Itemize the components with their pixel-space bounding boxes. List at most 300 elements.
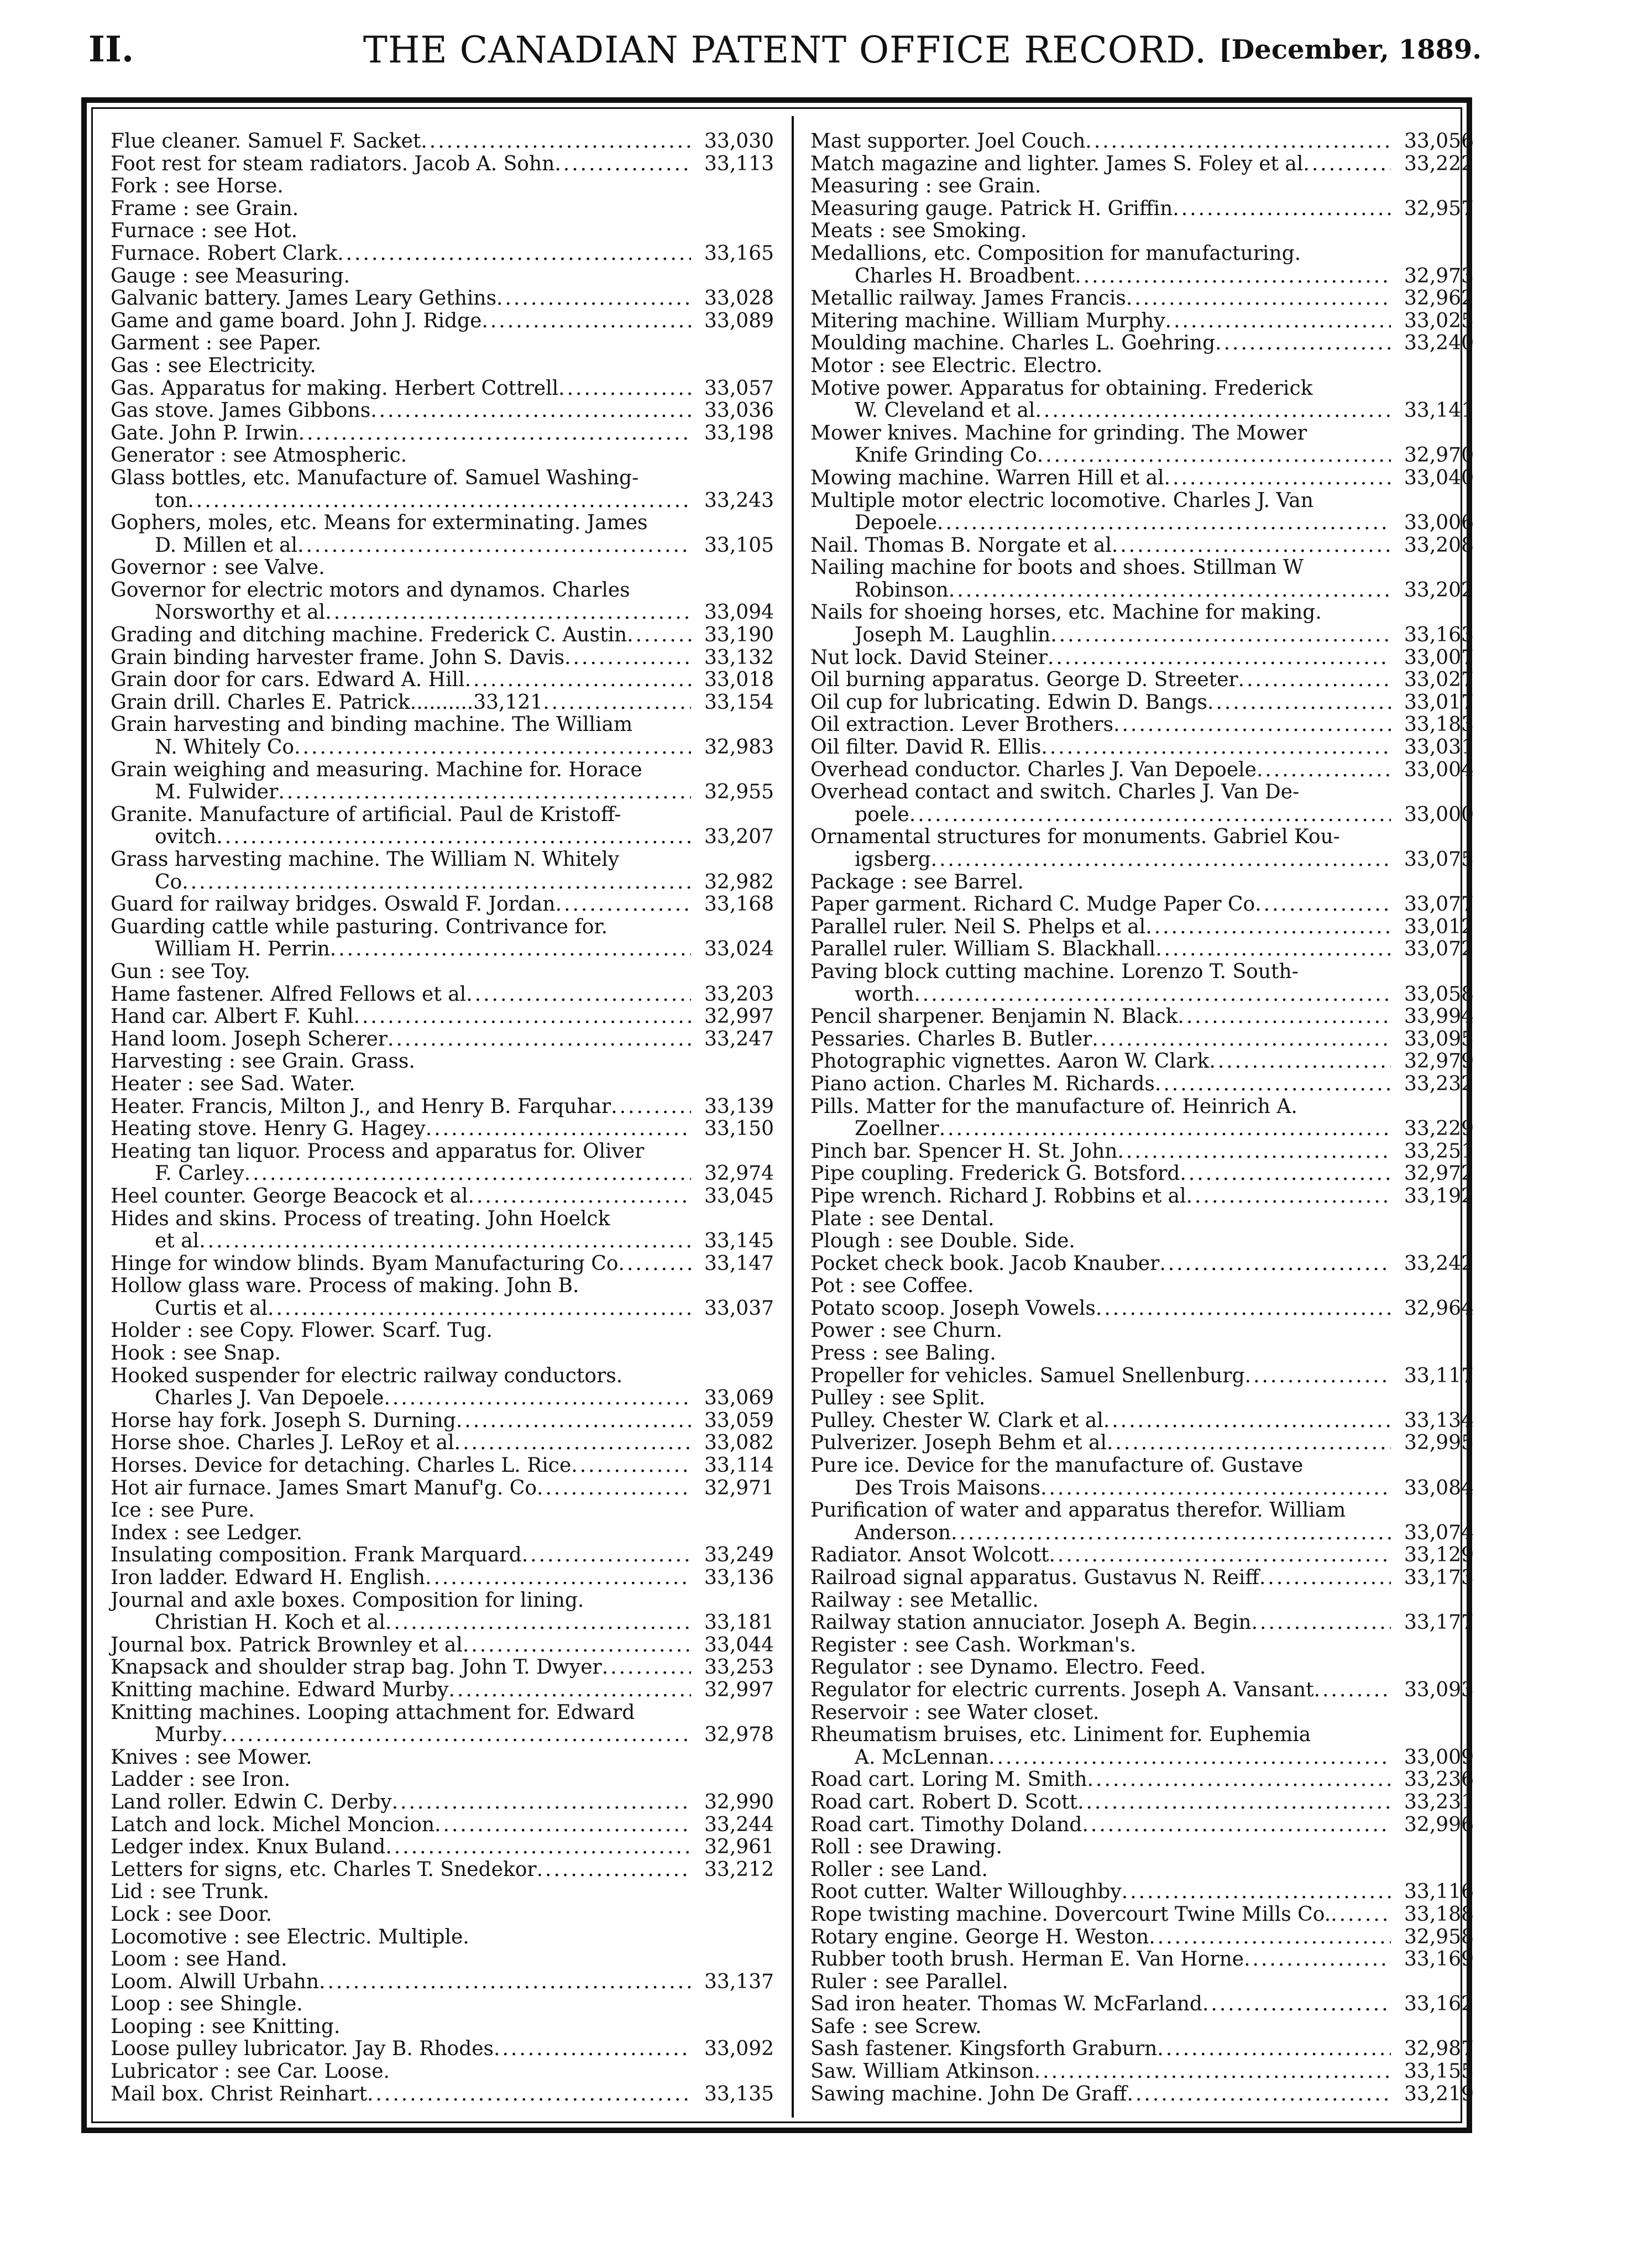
entry-text: Pulley : see Split. <box>810 1387 986 1410</box>
entry-line <box>810 961 1474 984</box>
index-entry <box>810 1410 1474 1433</box>
entry-text: Hides and skins. Process of treating. John Hoelck <box>111 1207 610 1230</box>
index-entry <box>810 1881 1474 1904</box>
entry-continuation-line <box>111 535 774 557</box>
entry-line <box>810 1298 1474 1320</box>
patent-number: 33,017 <box>1404 691 1474 714</box>
dot-leader <box>1159 1253 1391 1276</box>
entry-line <box>810 1410 1474 1433</box>
entry-line <box>810 1185 1474 1208</box>
index-entry <box>111 332 774 355</box>
entry-text: Glass bottles, etc. Manufacture of. Samuel Washing- <box>111 466 639 489</box>
entry-line <box>111 1769 774 1791</box>
entry-text: Hame fastener. Alfred Fellows et al <box>111 983 467 1006</box>
index-entry <box>810 1163 1474 1185</box>
entry-text: Motor : see Electric. Electro. <box>810 354 1103 377</box>
entry-line <box>111 1747 774 1769</box>
entry-line <box>111 310 774 333</box>
index-entry <box>810 893 1474 916</box>
patent-number: 33,168 <box>704 893 774 916</box>
entry-line <box>111 624 774 647</box>
entry-continuation-line <box>111 781 774 804</box>
index-entry <box>111 647 774 670</box>
patent-number: 33,249 <box>704 1544 774 1567</box>
entry-text: Journal and axle boxes. Composition for lining. <box>111 1588 584 1612</box>
entry-line <box>810 1993 1474 2016</box>
entry-text: Roller : see Land. <box>810 1858 988 1881</box>
dot-leader <box>330 938 691 961</box>
entry-text: Insulating composition. Frank Marquard <box>111 1544 522 1567</box>
entry-text: Knitting machine. Edward Murby <box>111 1678 449 1701</box>
index-entry <box>111 1859 774 1882</box>
patent-number: 33,069 <box>704 1387 774 1410</box>
dot-leader <box>481 310 691 333</box>
entry-line <box>810 1028 1474 1051</box>
entry-text: Safe : see Screw. <box>810 2015 982 2038</box>
entry-text: Pipe wrench. Richard J. Robbins et al <box>810 1184 1186 1208</box>
entry-text: Anderson <box>855 1521 951 1544</box>
entry-line <box>111 1342 774 1365</box>
entry-line <box>810 692 1474 714</box>
entry-text: Loose pulley lubricator. Jay B. Rhodes <box>111 2037 494 2061</box>
entry-line <box>111 2016 774 2039</box>
entry-text: Root cutter. Walter Willoughby <box>810 1880 1122 1904</box>
entry-line <box>111 1051 774 1073</box>
index-entry <box>111 984 774 1006</box>
entry-line <box>810 1836 1474 1859</box>
patent-number: 33,229 <box>1404 1117 1474 1141</box>
index-entry <box>810 781 1474 826</box>
entry-line <box>111 961 774 984</box>
entry-text: Frame : see Grain. <box>111 197 299 220</box>
entry-text: Hand car. Albert F. Kuhl <box>111 1005 354 1028</box>
patent-number: 33,116 <box>1404 1880 1474 1904</box>
entry-text: Letters for signs, etc. Charles T. Snedekor <box>111 1858 537 1881</box>
entry-text: Reservoir : see Water closet. <box>810 1701 1100 1724</box>
entry-line <box>810 332 1474 355</box>
index-entry <box>810 1387 1474 1410</box>
entry-line <box>810 1702 1474 1724</box>
entry-line <box>810 1051 1474 1073</box>
entry-text: Measuring : see Grain. <box>810 175 1041 198</box>
entry-text: Horse hay fork. Joseph S. Durning <box>111 1409 456 1432</box>
entry-text: Regulator for electric currents. Joseph A. Vansant <box>810 1678 1314 1701</box>
entry-continuation-line <box>111 602 774 624</box>
entry-line <box>111 1477 774 1500</box>
dot-leader <box>618 1253 691 1276</box>
patent-number: 33,165 <box>704 242 774 265</box>
patent-number: 33,025 <box>1404 309 1474 332</box>
entry-line <box>810 1230 1474 1253</box>
entry-text: Potato scoop. Joseph Vowels <box>810 1297 1096 1320</box>
entry-continuation-line <box>111 1230 774 1253</box>
entry-text: Knife Grinding Co <box>855 444 1037 467</box>
index-entry <box>810 1814 1474 1837</box>
entry-text: Meats : see Smoking. <box>810 220 1027 243</box>
entry-line <box>810 1948 1474 1971</box>
index-entry <box>810 916 1474 939</box>
patent-number: 33,095 <box>1404 1027 1474 1051</box>
entry-text: Lock : see Door. <box>111 1903 273 1926</box>
index-entry <box>111 1926 774 1949</box>
entry-text: Heating stove. Henry G. Hagey <box>111 1117 426 1141</box>
entry-line <box>111 1432 774 1455</box>
patent-number: 33,243 <box>704 489 774 512</box>
entry-text: poele <box>855 803 909 826</box>
entry-text: W. Cleveland et al <box>855 399 1035 422</box>
entry-text: Charles J. Van Depoele <box>155 1387 384 1410</box>
dot-leader <box>1165 310 1391 333</box>
entry-text: Hooked suspender for electric railway conductors. <box>111 1364 623 1387</box>
entry-text: Lid : see Trunk. <box>111 1880 269 1904</box>
entry-line <box>810 669 1474 692</box>
entry-line <box>810 938 1474 961</box>
index-entry <box>810 1544 1474 1567</box>
entry-text: Gas. Apparatus for making. Herbert Cottrell <box>111 377 559 400</box>
dot-leader <box>1149 1926 1391 1949</box>
entry-text: Hook : see Snap. <box>111 1342 281 1365</box>
patent-number: 32,982 <box>704 870 774 893</box>
dot-leader <box>1092 1028 1391 1051</box>
entry-text: et al <box>155 1230 200 1253</box>
index-entry <box>810 1208 1474 1231</box>
dot-leader <box>1238 669 1391 692</box>
entry-line <box>111 1904 774 1926</box>
index-entry <box>810 467 1474 490</box>
entry-text: Pulverizer. Joseph Behm et al <box>810 1431 1107 1455</box>
entry-text: Galvanic battery. James Leary Gethins <box>111 287 497 310</box>
entry-text: Christian H. Koch et al <box>155 1611 385 1634</box>
entry-text: Plate : see Dental. <box>810 1207 995 1230</box>
entry-line <box>810 2016 1474 2039</box>
dot-leader <box>465 669 691 692</box>
index-entry <box>111 1185 774 1208</box>
patent-number: 33,092 <box>704 2037 774 2061</box>
entry-text: Pot : see Coffee. <box>810 1274 974 1298</box>
index-entry <box>111 355 774 378</box>
patent-number: 33,132 <box>704 646 774 669</box>
patent-number: 33,036 <box>704 399 774 422</box>
entry-text: Parallel ruler. Neil S. Phelps et al <box>810 915 1146 938</box>
entry-text: Oil filter. David R. Ellis <box>810 736 1041 759</box>
index-entry <box>810 1275 1474 1298</box>
index-entry <box>111 557 774 579</box>
dot-leader <box>627 624 691 647</box>
dot-leader <box>1126 288 1391 310</box>
entry-continuation-line <box>111 871 774 894</box>
patent-number: 33,028 <box>704 287 774 310</box>
dot-leader <box>1122 1881 1391 1904</box>
entry-line <box>111 265 774 288</box>
index-entry <box>111 1253 774 1276</box>
index-entry <box>111 422 774 445</box>
patent-number: 33,212 <box>704 1858 774 1881</box>
dot-leader <box>1117 1141 1391 1163</box>
entry-text: Des Trois Maisons <box>855 1476 1041 1499</box>
index-entry <box>810 1993 1474 2016</box>
entry-text: Gas : see Electricity. <box>111 354 316 377</box>
index-entry <box>810 938 1474 961</box>
patent-number: 33,074 <box>1404 1521 1474 1544</box>
dot-leader <box>463 1634 691 1657</box>
index-entry <box>111 1096 774 1119</box>
dot-leader <box>1096 1298 1391 1320</box>
patent-number: 33,163 <box>1404 624 1474 647</box>
patent-number: 33,141 <box>1404 399 1474 422</box>
dot-leader <box>454 1432 691 1455</box>
entry-line <box>810 1096 1474 1119</box>
entry-text: Governor for electric motors and dynamos. Charles <box>111 578 630 602</box>
patent-number: 33,006 <box>1404 511 1474 535</box>
entry-line <box>810 1432 1474 1455</box>
entry-line <box>810 1612 1474 1634</box>
entry-line <box>111 1253 774 1276</box>
index-entry <box>810 602 1474 646</box>
entry-text: Power : see Churn. <box>810 1319 1003 1342</box>
entry-line <box>111 1028 774 1051</box>
patent-number: 33,007 <box>1404 646 1474 669</box>
index-entry <box>111 1051 774 1073</box>
entry-text: Mitering machine. William Murphy <box>810 309 1165 332</box>
entry-text: Mail box. Christ Reinhart <box>111 2082 367 2105</box>
patent-number: 33,219 <box>1404 2082 1474 2105</box>
entry-text: Looping : see Knitting. <box>111 2015 341 2038</box>
entry-text: Heel counter. George Beacock et al <box>111 1184 468 1208</box>
entry-line <box>111 1522 774 1545</box>
index-entry <box>111 1679 774 1702</box>
index-entry <box>810 736 1474 759</box>
entry-line <box>810 535 1474 557</box>
index-entry <box>111 1342 774 1365</box>
dot-leader <box>1180 1163 1391 1185</box>
patent-number: 33,242 <box>1404 1252 1474 1275</box>
patent-number: 32,955 <box>704 781 774 804</box>
patent-number: 33,177 <box>1404 1611 1474 1634</box>
entry-line <box>111 1836 774 1859</box>
entry-line <box>810 355 1474 378</box>
entry-continuation-line <box>111 1612 774 1634</box>
entry-text: Ladder : see Iron. <box>111 1768 291 1791</box>
entry-line <box>111 1791 774 1814</box>
entry-line <box>810 198 1474 221</box>
entry-continuation-line <box>810 849 1474 871</box>
entry-text: Saw. William Atkinson <box>810 2060 1034 2083</box>
index-entry <box>810 1096 1474 1141</box>
patent-number: 33,190 <box>704 624 774 647</box>
entry-continuation-line <box>111 490 774 513</box>
index-entry <box>111 2061 774 2083</box>
index-entry <box>810 1006 1474 1028</box>
entry-line <box>810 1814 1474 1837</box>
entry-text: Plough : see Double. Side. <box>810 1230 1075 1253</box>
index-entry <box>111 288 774 310</box>
entry-line <box>810 1679 1474 1702</box>
patent-number: 33,009 <box>1404 1746 1474 1769</box>
index-entry <box>111 1656 774 1679</box>
index-entry <box>810 535 1474 557</box>
dot-leader <box>468 1185 692 1208</box>
patent-number: 33,135 <box>704 2082 774 2105</box>
patent-number: 33,207 <box>704 825 774 849</box>
entry-text: Horse shoe. Charles J. LeRoy et al <box>111 1431 454 1455</box>
dot-leader <box>988 1747 1391 1769</box>
entry-line <box>111 1634 774 1657</box>
entry-continuation-line <box>810 1118 1474 1141</box>
patent-number: 33,188 <box>1404 1903 1474 1926</box>
entry-line <box>810 1971 1474 1994</box>
entry-line <box>810 1769 1474 1791</box>
patent-number: 33,044 <box>704 1633 774 1656</box>
entry-line <box>111 467 774 490</box>
entry-line <box>810 175 1474 198</box>
entry-text: Co <box>155 870 182 893</box>
patent-number: 33,154 <box>704 691 774 714</box>
dot-leader <box>367 2083 691 2106</box>
entry-text: Harvesting : see Grain. Grass. <box>111 1050 415 1073</box>
dot-leader <box>384 1387 691 1410</box>
patent-number: 33,247 <box>704 1027 774 1051</box>
index-entry <box>111 2038 774 2061</box>
entry-text: Knapsack and shoulder strap bag. John T. Dwyer <box>111 1656 602 1679</box>
patent-number: 33,236 <box>1404 1768 1474 1791</box>
dot-leader <box>951 1522 1391 1545</box>
index-entry <box>810 1365 1474 1388</box>
index-entry <box>810 243 1474 288</box>
patent-number: 33,075 <box>1404 848 1474 871</box>
dot-leader <box>1157 2038 1391 2061</box>
index-entry <box>111 198 774 221</box>
dot-leader <box>1314 1679 1391 1702</box>
patent-number: 33,136 <box>704 1566 774 1589</box>
index-entry <box>810 871 1474 894</box>
entry-text: Heating tan liquor. Process and apparatus for. Oliver <box>111 1140 645 1163</box>
entry-continuation-line <box>111 736 774 759</box>
entry-line <box>111 175 774 198</box>
patent-number: 32,970 <box>1404 444 1474 467</box>
index-entry <box>111 243 774 265</box>
entry-line <box>111 153 774 176</box>
entry-text: Hot air furnace. James Smart Manuf'g. Co <box>111 1476 537 1499</box>
dot-leader <box>421 130 691 153</box>
page-header <box>88 24 1482 80</box>
entry-text: Knives : see Mower. <box>111 1746 312 1769</box>
entry-text: Norsworthy et al <box>155 601 326 624</box>
patent-number: 33,031 <box>1404 736 1474 759</box>
patent-number: 32,958 <box>1404 1925 1474 1948</box>
entry-line <box>810 1656 1474 1679</box>
dot-leader <box>537 1859 691 1882</box>
patent-number: 33,094 <box>704 601 774 624</box>
dot-leader <box>1303 153 1391 176</box>
entry-text: Flue cleaner. Samuel F. Sacket <box>111 130 421 153</box>
entry-line <box>810 1859 1474 1882</box>
entry-text: F. Carley <box>155 1162 244 1185</box>
dot-leader <box>611 1096 691 1119</box>
dot-leader <box>1035 400 1391 422</box>
patent-number: 33,000 <box>1404 803 1474 826</box>
index-entry <box>111 1769 774 1791</box>
dot-leader <box>1127 2083 1391 2106</box>
entry-line <box>810 153 1474 176</box>
entry-text: Zoellner <box>855 1117 939 1141</box>
index-entry <box>810 1298 1474 1320</box>
column-separator <box>792 116 794 2118</box>
dot-leader <box>466 984 691 1006</box>
entry-text: Grain door for cars. Edward A. Hill <box>111 668 465 692</box>
entry-text: Furnace : see Hot. <box>111 220 298 243</box>
entry-line <box>810 1387 1474 1410</box>
entry-text: Multiple motor electric locomotive. Charles J. Van <box>810 489 1313 512</box>
entry-text: Press : see Baling. <box>810 1342 996 1365</box>
index-entry <box>810 2083 1474 2106</box>
patent-number: 33,105 <box>704 534 774 557</box>
dot-leader <box>1245 1365 1391 1388</box>
dot-leader <box>1202 1993 1391 2016</box>
entry-line <box>810 288 1474 310</box>
entry-text: Overhead contact and switch. Charles J. Van De- <box>810 781 1300 804</box>
index-entry <box>111 1432 774 1455</box>
entry-text: Depoele <box>855 511 938 535</box>
dot-leader <box>1041 736 1391 759</box>
entry-text: Ornamental structures for monuments. Gabriel Kou- <box>810 825 1340 849</box>
entry-text: Journal box. Patrick Brownley et al <box>111 1633 463 1656</box>
patent-number: 32,971 <box>704 1476 774 1499</box>
dot-leader <box>554 153 691 176</box>
dot-leader <box>182 871 691 894</box>
patent-number: 33,084 <box>1404 1476 1474 1499</box>
dot-leader <box>435 1814 691 1837</box>
entry-text: Knitting machines. Looping attachment for. Edward <box>111 1701 635 1724</box>
entry-line <box>810 1208 1474 1231</box>
dot-leader <box>244 1163 691 1185</box>
index-entry <box>111 2016 774 2039</box>
dot-leader <box>1257 759 1391 782</box>
entry-line <box>810 781 1474 804</box>
patent-number: 32,974 <box>704 1162 774 1185</box>
entry-line <box>111 1365 774 1388</box>
dot-leader <box>1177 1006 1391 1028</box>
entry-line <box>111 692 774 714</box>
patent-number: 32,973 <box>1404 264 1474 288</box>
index-entry <box>111 1567 774 1590</box>
patent-number: 33,134 <box>1404 1409 1474 1432</box>
entry-text: Nut lock. David Steiner <box>810 646 1048 669</box>
index-entry <box>810 1769 1474 1791</box>
patent-number: 33,059 <box>704 1409 774 1432</box>
patent-number: 33,169 <box>1404 1948 1474 1971</box>
dot-leader <box>914 984 1391 1006</box>
index-entry <box>810 288 1474 310</box>
dot-leader <box>370 400 691 422</box>
entry-line <box>111 445 774 467</box>
patent-number: 33,030 <box>704 130 774 153</box>
patent-number: 33,183 <box>1404 713 1474 736</box>
dot-leader <box>1186 1185 1391 1208</box>
entry-text: Rotary engine. George H. Weston <box>810 1925 1149 1948</box>
index-entry <box>111 1006 774 1028</box>
entry-text: Index : see Ledger. <box>111 1521 302 1544</box>
entry-line <box>111 1275 774 1298</box>
dot-leader <box>1049 1544 1391 1567</box>
entry-text: Roll : see Drawing. <box>810 1836 1002 1859</box>
entry-text: igsberg <box>855 848 931 871</box>
entry-text: Oil extraction. Lever Brothers <box>810 713 1114 736</box>
entry-line <box>810 467 1474 490</box>
entry-text: Robinson <box>855 578 949 602</box>
dot-leader <box>1259 1567 1391 1590</box>
entry-text: Nails for shoeing horses, etc. Machine for making. <box>810 601 1322 624</box>
entry-line <box>810 422 1474 445</box>
